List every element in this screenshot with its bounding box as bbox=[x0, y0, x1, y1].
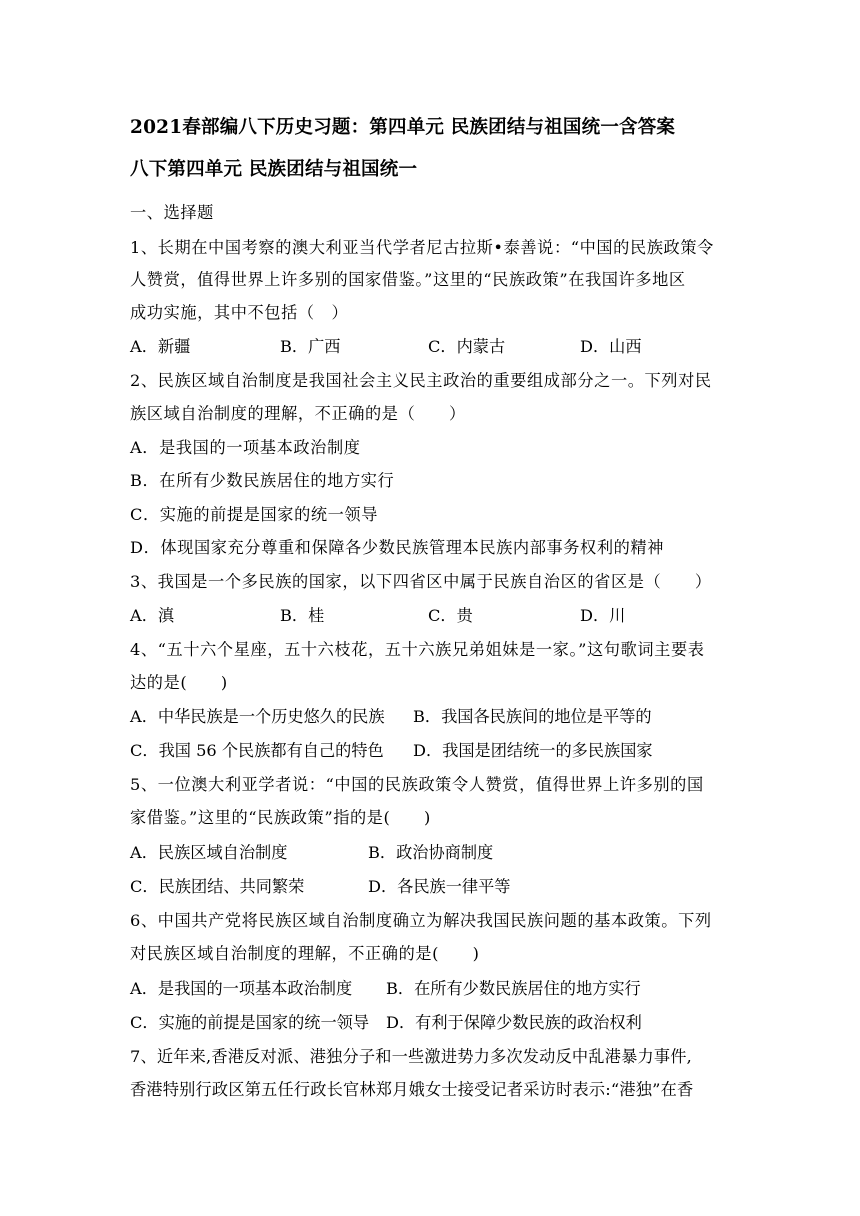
question-2-option-d: D．体现国家充分尊重和保障各少数民族管理本民族内部事务权利的精神 bbox=[130, 538, 664, 557]
question-4-option-d: D．我国是团结统一的多民族国家 bbox=[413, 741, 653, 760]
question-1-option-d: D．山西 bbox=[580, 337, 642, 356]
question-3-option-a: A．滇 bbox=[130, 606, 175, 625]
question-1-option-a: A．新疆 bbox=[130, 337, 191, 356]
question-1-line-2: 人赞赏，值得世界上许多别的国家借鉴。”这里的“民族政策”在我国许多地区 bbox=[130, 270, 686, 289]
document-title: 2021春部编八下历史习题：第四单元 民族团结与祖国统一含答案 bbox=[130, 117, 676, 138]
question-2-option-a: A．是我国的一项基本政治制度 bbox=[130, 438, 361, 457]
question-5-option-b: B．政治协商制度 bbox=[368, 843, 494, 862]
question-6-line-1: 6、中国共产党将民族区域自治制度确立为解决我国民族问题的基本政策。下列 bbox=[130, 911, 712, 930]
question-2-option-b: B．在所有少数民族居住的地方实行 bbox=[130, 471, 395, 490]
question-4-line-2: 达的是( ) bbox=[130, 673, 228, 692]
question-3-line-1: 3、我国是一个多民族的国家，以下四省区中属于民族自治区的省区是（ ） bbox=[130, 572, 712, 591]
question-5-option-c: C．民族团结、共同繁荣 bbox=[130, 877, 305, 896]
question-5-line-2: 家借鉴。”这里的“民族政策”指的是( ) bbox=[130, 808, 431, 827]
question-2-line-1: 2、民族区域自治制度是我国社会主义民主政治的重要组成部分之一。下列对民 bbox=[130, 371, 712, 390]
question-6-line-2: 对民族区域自治制度的理解，不正确的是( ) bbox=[130, 944, 480, 963]
question-6-option-d: D．有利于保障少数民族的政治权利 bbox=[386, 1013, 642, 1032]
document-subtitle: 八下第四单元 民族团结与祖国统一 bbox=[130, 159, 418, 180]
question-5-option-d: D．各民族一律平等 bbox=[368, 877, 511, 896]
question-3-option-b: B．桂 bbox=[280, 606, 325, 625]
question-4-option-b: B．我国各民族间的地位是平等的 bbox=[413, 707, 652, 726]
question-2-line-2: 族区域自治制度的理解，不正确的是（ ） bbox=[130, 404, 466, 423]
question-4-option-c: C．我国 56 个民族都有自己的特色 bbox=[130, 741, 384, 760]
question-6-option-c: C．实施的前提是国家的统一领导 bbox=[130, 1013, 370, 1032]
question-4-option-a: A．中华民族是一个历史悠久的民族 bbox=[130, 707, 385, 726]
question-5-option-a: A．民族区域自治制度 bbox=[130, 843, 288, 862]
question-6-option-a: A．是我国的一项基本政治制度 bbox=[130, 979, 353, 998]
question-2-option-c: C．实施的前提是国家的统一领导 bbox=[130, 505, 379, 524]
section-heading: 一、选择题 bbox=[130, 203, 214, 222]
question-1-option-b: B．广西 bbox=[280, 337, 341, 356]
question-7-line-2: 香港特别行政区第五任行政长官林郑月娥女士接受记者采访时表示:“港独”在香 bbox=[130, 1080, 694, 1099]
question-6-option-b: B．在所有少数民族居住的地方实行 bbox=[386, 979, 641, 998]
question-7-line-1: 7、近年来,香港反对派、港独分子和一些激进势力多次发动反中乱港暴力事件, bbox=[130, 1047, 692, 1066]
question-3-option-d: D．川 bbox=[580, 606, 626, 625]
question-4-line-1: 4、“五十六个星座，五十六枝花，五十六族兄弟姐妹是一家。”这句歌词主要表 bbox=[130, 640, 705, 659]
question-1-line-1: 1、长期在中国考察的澳大利亚当代学者尼古拉斯•泰善说：“中国的民族政策令 bbox=[130, 238, 714, 257]
question-3-option-c: C．贵 bbox=[428, 606, 473, 625]
question-1-option-c: C．内蒙古 bbox=[428, 337, 506, 356]
question-5-line-1: 5、一位澳大利亚学者说：“中国的民族政策令人赞赏，值得世界上许多别的国 bbox=[130, 775, 704, 794]
question-1-line-3: 成功实施，其中不包括（ ） bbox=[130, 303, 349, 322]
